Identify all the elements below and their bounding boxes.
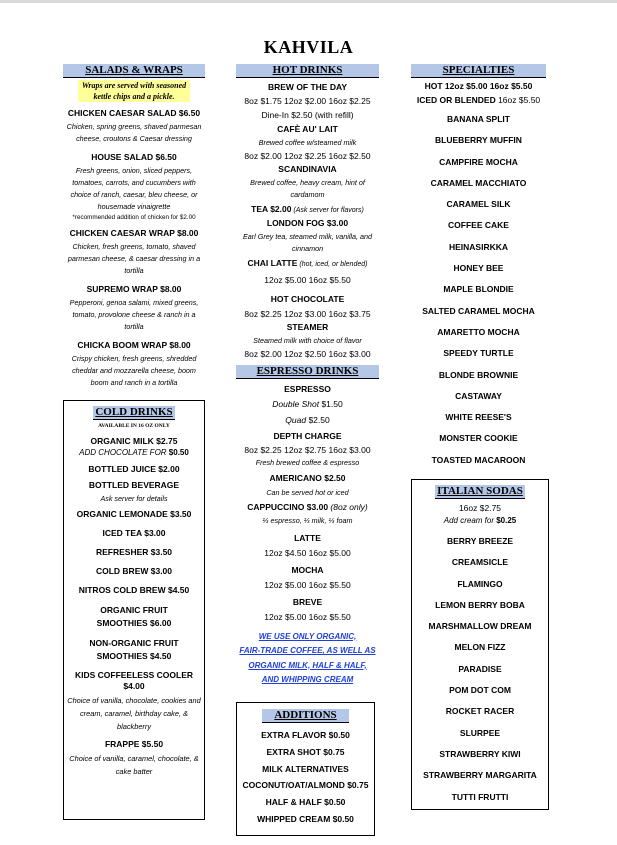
specialty-item: MAPLE BLONDIE: [443, 284, 514, 295]
specialties-section: [411, 64, 546, 471]
item-desc: Chicken, spring greens, shaved parmesan cheese, croutons & Caesar dressing: [66, 122, 202, 143]
menu-item: [63, 228, 205, 277]
specialty-item: SPEEDY TURTLE: [443, 348, 514, 359]
item-desc: Fresh greens, onion, sliced peppers, tomatoes, carrots, and cucumbers with choice of ranch, caesar, bleu cheese, or housemade vinaigrette: [70, 166, 198, 211]
item-desc: Chicken, fresh greens, tomato, shaved parmesan cheese, & caesar dressing in a tortilla: [67, 242, 201, 275]
frappe: FRAPPE $5.50: [104, 738, 164, 749]
london-fog-desc: Earl Grey tea, steamed milk, vanilla, and cinnamon: [242, 231, 373, 253]
specialty-item: CARAMEL SILK: [446, 199, 511, 210]
cappuccino-desc: ⅓ espresso, ⅓ milk, ⅓ foam: [262, 516, 353, 525]
steamer-sizes: 8oz $2.00 12oz $2.50 16oz $3.00: [244, 349, 371, 359]
mocha: MOCHA: [291, 564, 324, 575]
soda-item: PARADISE: [458, 663, 502, 674]
addition-item: EXTRA FLAVOR $0.50: [261, 730, 350, 740]
refresher: REFRESHER $3.50: [95, 546, 173, 557]
addition-item: WHIPPED CREAM $0.50: [257, 814, 354, 824]
cafe-desc: Brewed coffee w/steamed milk: [258, 138, 357, 147]
addition-item: MILK ALTERNATIVES: [262, 764, 349, 774]
item-name: HOUSE SALAD $6.50: [91, 152, 177, 162]
iced-tea: ICED TEA $3.00: [102, 527, 166, 538]
item-desc: Crispy chicken, fresh greens, shredded cheddar and mozzarella cheese, boom boom and ranch in a tortilla: [71, 354, 197, 387]
cold-brew: COLD BREW $3.00: [95, 565, 173, 576]
organic-milk: ORGANIC MILK $2.75: [90, 436, 178, 446]
double-shot: Double Shot $1.50: [272, 399, 343, 409]
bottled-beverage: BOTTLED BEVERAGE: [88, 480, 180, 490]
cafe-sizes: 8oz $2.00 12oz $2.25 16oz $2.50: [244, 150, 371, 161]
specialty-item: SALTED CARAMEL MOCHA: [422, 305, 535, 316]
depth-charge-sizes: 8oz $2.25 12oz $2.75 16oz $3.00: [244, 445, 371, 455]
steamer-desc: Steamed milk with choice of flavor: [253, 335, 362, 345]
brew-sizes: 8oz $1.75 12oz $2.00 16oz $2.25: [244, 96, 371, 106]
specialty-item: WHITE REESE'S: [445, 412, 512, 423]
wraps-intro: Wraps are served with seasoned kettle chips and a pickle.: [78, 80, 190, 102]
item-name: CHICKEN CAESAR WRAP $8.00: [69, 228, 199, 238]
specialty-item: CAMPFIRE MOCHA: [439, 156, 518, 167]
addition-item: HALF & HALF $0.50: [265, 797, 346, 807]
scandinavia: SCANDINAVIA: [278, 163, 337, 174]
americano: AMERICANO $2.50: [269, 472, 346, 483]
espresso-section: [236, 365, 379, 688]
italian-sodas-header: ITALIAN SODAS: [435, 485, 525, 499]
addition-item: EXTRA SHOT $0.75: [266, 747, 345, 757]
additions-header: ADDITIONS: [262, 709, 349, 723]
specialty-item: BLUEBERRY MUFFIN: [435, 135, 522, 146]
chai-latte: CHAI LATTE (hot, iced, or blended): [247, 257, 368, 268]
depth-charge: DEPTH CHARGE: [273, 431, 342, 441]
specialty-item: HEINASIRKKA: [448, 241, 509, 252]
quad-shot: Quad $2.50: [285, 415, 330, 425]
kids-cooler-desc: Choice of vanilla, chocolate, cookies and cream, caramel, birthday cake, & blackberry: [67, 695, 201, 731]
item-name: CHICKA BOOM WRAP $8.00: [77, 340, 191, 350]
soda-item: LEMON BERRY BOBA: [435, 599, 525, 610]
organic-smoothie: ORGANIC FRUIT SMOOTHIES $6.00: [96, 604, 172, 628]
specialties-list: [411, 109, 546, 471]
specialties-iced-price: ICED OR BLENDED 16oz $5.50: [416, 95, 541, 105]
specialty-item: BANANA SPLIT: [447, 114, 510, 124]
italian-size: 16oz $2.75: [458, 503, 502, 513]
ask-server: Ask server for details: [100, 494, 168, 503]
brew-of-the-day: BREW OF THE DAY: [267, 82, 348, 92]
soda-item: BERRY BREEZE: [446, 536, 514, 546]
page-top-border: [0, 0, 617, 3]
depth-charge-desc: Fresh brewed coffee & espresso: [255, 458, 360, 467]
organic-notice: WE USE ONLY ORGANIC, FAIR-TRADE COFFEE, AS WELL AS ORGANIC MILK, HALF & HALF, AND WHIPPING CREAM: [239, 631, 376, 684]
hot-chocolate: HOT CHOCOLATE: [270, 293, 345, 304]
espresso-header: ESPRESSO DRINKS: [236, 365, 379, 379]
specialty-item: COFFEE CAKE: [448, 220, 509, 231]
italian-sodas-section: [411, 479, 549, 810]
espresso: ESPRESSO: [284, 384, 331, 394]
tea: TEA $2.00 (Ask server for flavors): [251, 203, 364, 214]
soda-item: POM DOT COM: [449, 685, 511, 696]
cold-drinks-section: [63, 400, 205, 820]
specialty-item: MONSTER COOKIE: [439, 433, 518, 444]
london-fog: LONDON FOG $3.00: [266, 217, 349, 228]
salads-section: [63, 64, 205, 389]
cold-drinks-header: COLD DRINKS: [93, 406, 175, 420]
latte: LATTE: [294, 532, 321, 543]
salads-header: SALADS & WRAPS: [63, 64, 205, 78]
soda-item: ROCKET RACER: [445, 706, 515, 717]
salad-list: [63, 108, 205, 389]
soda-item: STRAWBERRY KIWI: [439, 748, 521, 759]
chai-sizes: 12oz $5.00 16oz $5.50: [264, 274, 351, 285]
italian-sodas-list: [412, 531, 548, 808]
specialties-hot-price: HOT 12oz $5.00 16oz $5.50: [424, 81, 533, 91]
specialty-item: BLONDE BROWNIE: [438, 369, 519, 380]
item-note: *recommended addition of chicken for $2.00: [72, 214, 196, 221]
cappuccino: CAPPUCCINO $3.00 (8oz only): [247, 502, 368, 512]
item-desc: Pepperoni, genoa salami, mixed greens, tomato, provolone cheese & ranch in a tortilla: [69, 298, 199, 331]
item-name: CHICKEN CAESAR SALAD $6.50: [67, 108, 201, 118]
addition-item: COCONUT/OAT/ALMOND $0.75: [242, 780, 369, 790]
hot-drinks-header: HOT DRINKS: [236, 64, 379, 78]
hot-drinks-section: [236, 64, 379, 360]
specialty-item: CARAMEL MACCHIATO: [430, 177, 527, 188]
menu-item: [63, 108, 205, 145]
soda-item: MELON FIZZ: [454, 642, 506, 653]
scandinavia-desc: Brewed coffee, heavy cream, hint of cardamom: [250, 177, 365, 199]
breve: BREVE: [292, 596, 323, 607]
latte-sizes: 12oz $4.50 16oz $5.00: [264, 547, 351, 558]
nonorganic-smoothie: NON-ORGANIC FRUIT SMOOTHIES $4.50: [89, 637, 179, 661]
steamer: STEAMER: [286, 321, 329, 332]
organic-lemonade: ORGANIC LEMONADE $3.50: [76, 508, 192, 519]
kids-cooler: KIDS COFFEELESS COOLER $4.00: [74, 669, 194, 691]
soda-item: STRAWBERRY MARGARITA: [423, 770, 537, 781]
cold-drinks-subtitle: AVAILABLE IN 16 OZ ONLY: [98, 423, 170, 429]
nitro-cold-brew: NITROS COLD BREW $4.50: [78, 584, 190, 595]
specialty-item: AMARETTO MOCHA: [437, 326, 520, 337]
menu-title: KAHVILA: [263, 37, 354, 57]
specialty-item: HONEY BEE: [453, 263, 504, 274]
menu-item: [63, 284, 205, 333]
soda-item: CREAMSICLE: [451, 557, 509, 568]
additions-section: [236, 702, 375, 836]
menu-item: [63, 152, 205, 222]
cafe-au-lait: CAFÈ AU' LAIT: [277, 124, 338, 134]
soda-item: SLURPEE: [459, 727, 501, 738]
frappe-desc: Choice of vanilla, caramel, chocolate, & cake batter: [69, 753, 199, 776]
soda-item: TUTTI FRUTTI: [451, 791, 509, 802]
mocha-sizes: 12oz $5.00 16oz $5.50: [264, 579, 351, 590]
americano-desc: Can be served hot or iced: [266, 487, 349, 497]
item-name: SUPREMO WRAP $8.00: [86, 284, 182, 294]
hot-chocolate-sizes: 8oz $2.25 12oz $3.00 16oz $3.75: [244, 308, 371, 319]
soda-item: MARSHMALLOW DREAM: [428, 621, 532, 632]
menu-item: [63, 340, 205, 389]
add-chocolate: ADD CHOCOLATE FOR $0.50: [79, 448, 189, 457]
specialty-item: CASTAWAY: [455, 390, 502, 401]
specialties-header: SPECIALTIES: [411, 64, 546, 78]
dine-in: Dine-In $2.50 (with refill): [261, 110, 354, 120]
specialty-item: TOASTED MACAROON: [431, 454, 526, 465]
bottled-juice: BOTTLED JUICE $2.00: [88, 464, 180, 474]
add-cream: Add cream for $0.25: [443, 516, 517, 525]
soda-item: FLAMINGO: [457, 578, 503, 589]
breve-sizes: 12oz $5.00 16oz $5.50: [264, 611, 351, 622]
